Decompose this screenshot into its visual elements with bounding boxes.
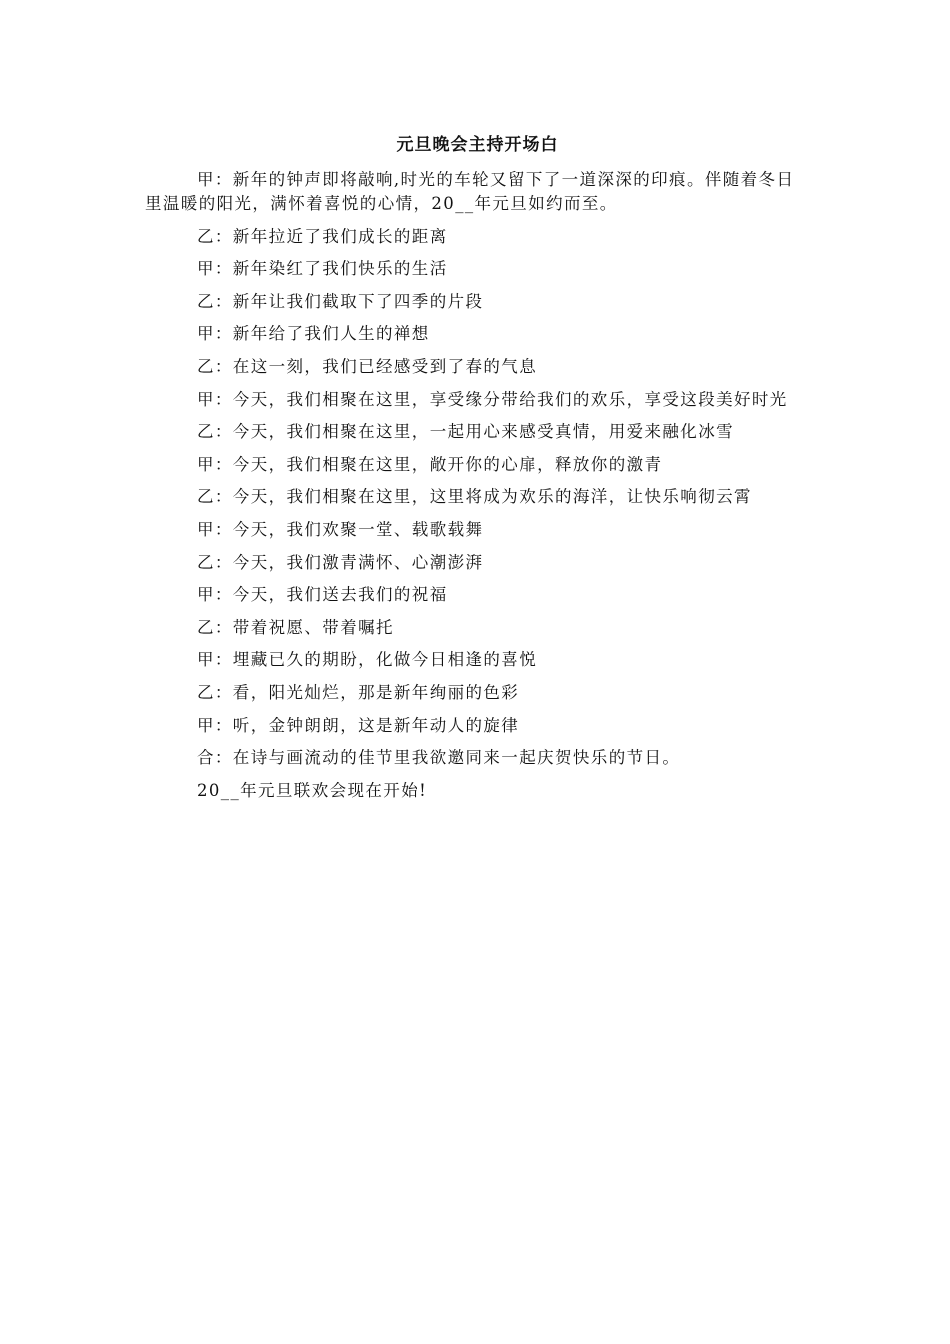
paragraph: 乙：今天，我们激青满怀、心潮澎湃 <box>197 552 484 572</box>
paragraph: 甲：听，金钟朗朗，这是新年动人的旋律 <box>197 715 520 735</box>
paragraph: 甲：新年的钟声即将敲响,时光的车轮又留下了一道深深的印痕。伴随着冬日里温暖的阳光，满怀着喜悦的心情，20__年元旦如约而至。 <box>145 170 795 213</box>
paragraph: 乙：新年让我们截取下了四季的片段 <box>197 291 484 311</box>
paragraph: 甲：今天，我们相聚在这里，敞开你的心扉，释放你的激青 <box>197 454 663 474</box>
paragraph: 甲：埋藏已久的期盼，化做今日相逢的喜悦 <box>197 650 538 670</box>
paragraph: 甲：新年给了我们人生的禅想 <box>197 324 430 344</box>
paragraph: 乙：看，阳光灿烂，那是新年绚丽的色彩 <box>197 682 520 702</box>
paragraph: 乙：今天，我们相聚在这里，这里将成为欢乐的海洋，让快乐响彻云霄 <box>197 487 752 507</box>
paragraph: 乙：今天，我们相聚在这里，一起用心来感受真情，用爱来融化冰雪 <box>197 422 734 442</box>
document-title: 元旦晚会主持开场白 <box>396 135 559 155</box>
paragraph: 乙：带着祝愿、带着嘱托 <box>197 617 394 637</box>
document-body <box>145 168 810 811</box>
paragraph: 合：在诗与画流动的佳节里我欲邀同来一起庆贺快乐的节日。 <box>197 748 681 768</box>
paragraph: 甲：新年染红了我们快乐的生活 <box>197 259 448 279</box>
paragraph: 甲：今天，我们相聚在这里，享受缘分带给我们的欢乐，享受这段美好时光 <box>197 389 788 409</box>
document-page <box>145 0 810 1344</box>
paragraph: 乙：在这一刻，我们已经感受到了春的气息 <box>197 356 538 376</box>
paragraph: 20__年元旦联欢会现在开始! <box>197 780 428 800</box>
paragraph: 甲：今天，我们欢聚一堂、载歌载舞 <box>197 519 484 539</box>
paragraph: 甲：今天，我们送去我们的祝福 <box>197 585 448 605</box>
paragraph: 乙：新年拉近了我们成长的距离 <box>197 226 448 246</box>
